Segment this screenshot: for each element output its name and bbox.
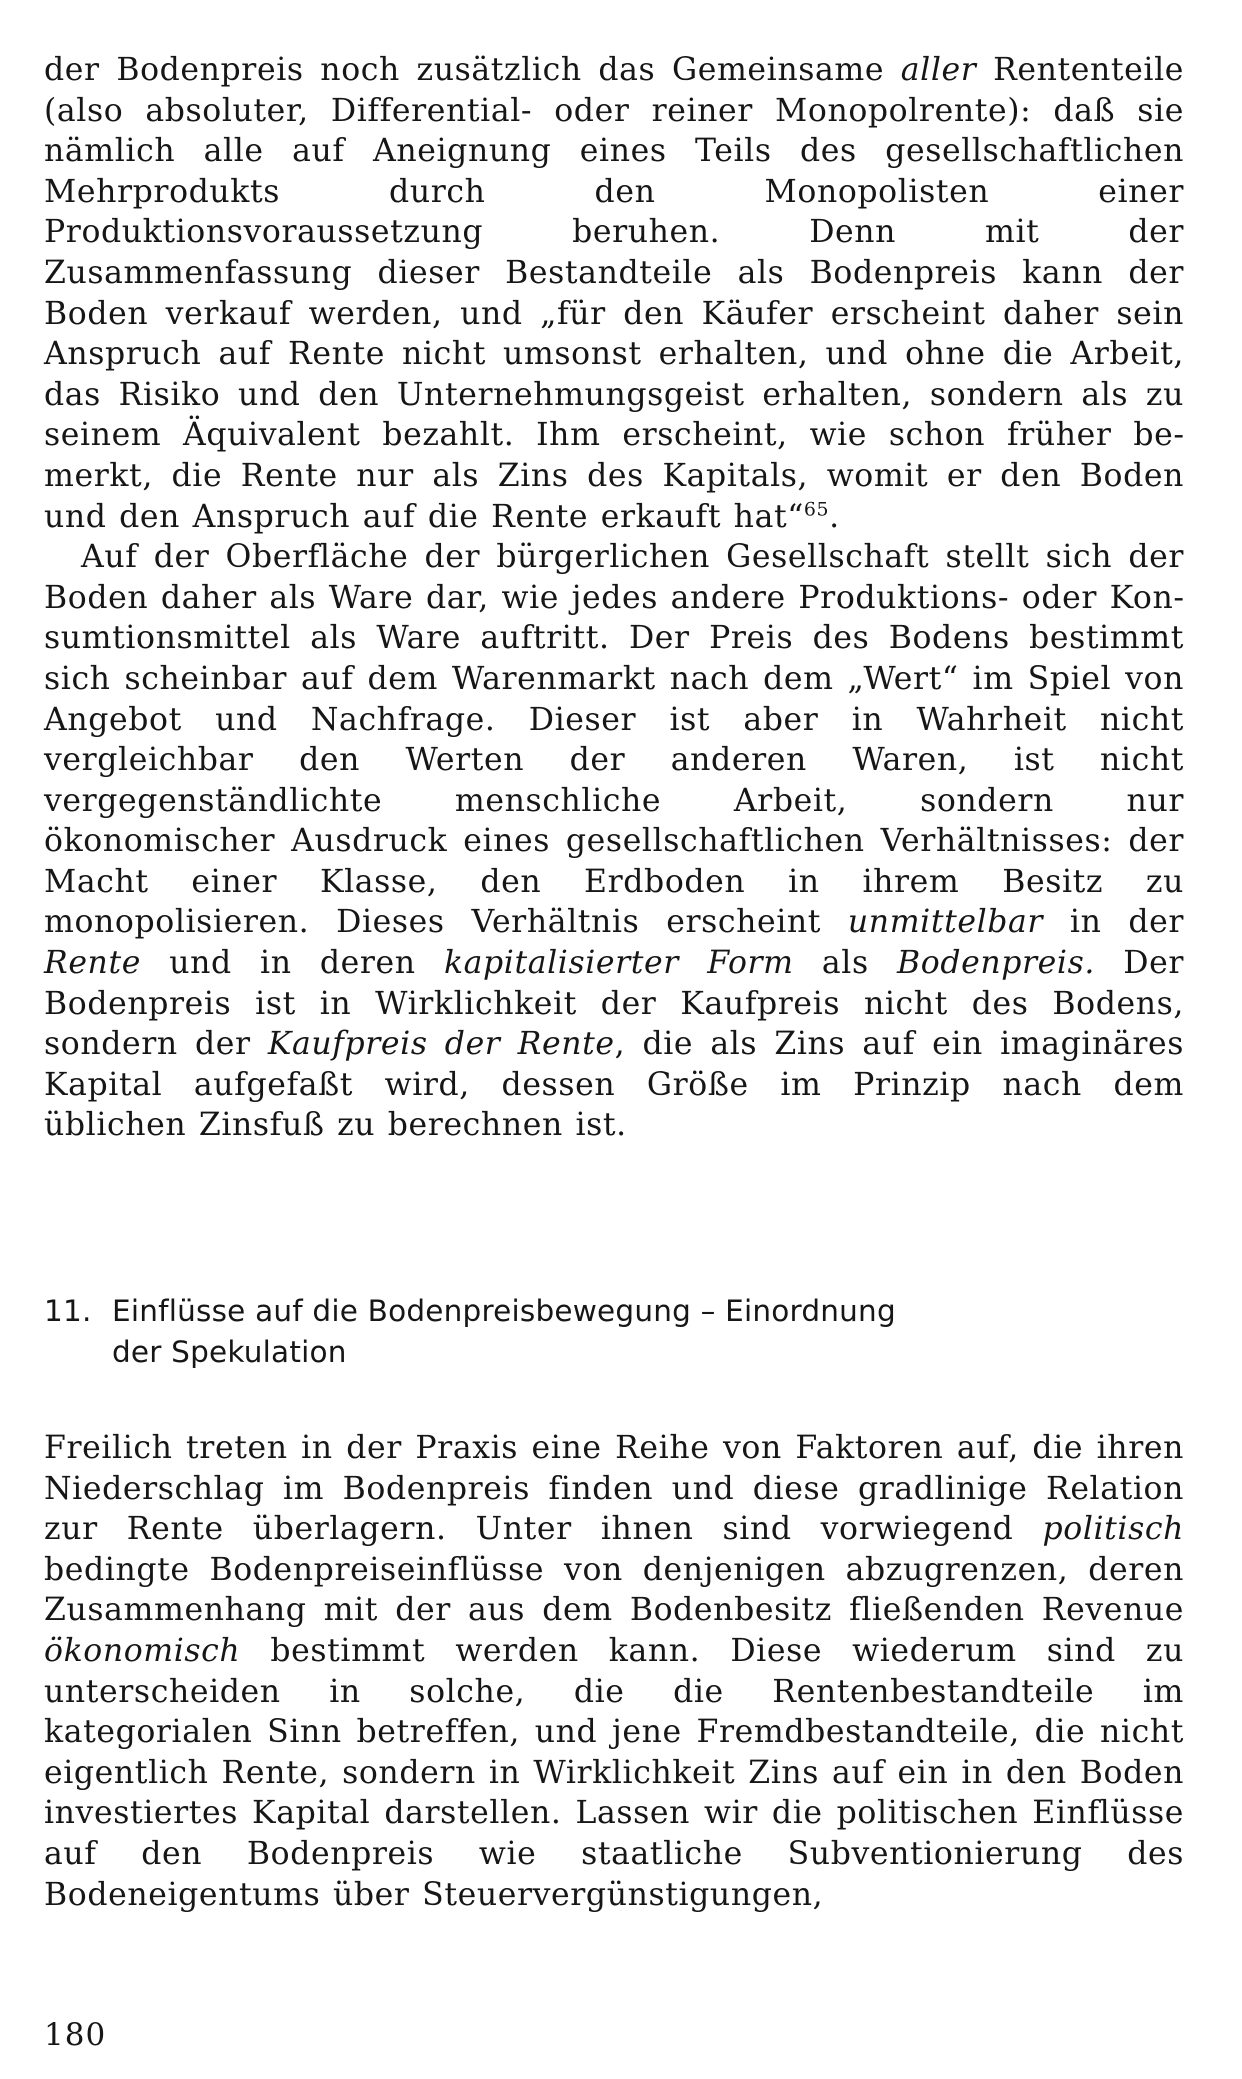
emphasis-text: aller: [900, 52, 977, 88]
text-run: Auf der Oberfläche der bürgerlichen Gesellschaft stellt sich der Boden daher als Ware dar, wie jedes andere Produktions- oder Konsumtionsmittel als Ware auftritt. Der Preis des Bodens bestimmt sich scheinbar auf dem Warenmarkt nach dem „Wert“ im Spiel von Angebot und Nachfrage. Dieser ist aber in Wahrheit nicht vergleichbar den Werten der anderen Waren, ist nicht vergegenständlichte menschliche Arbeit, sondern nur ökonomischer Ausdruck eines gesellschaftlichen Verhältnisses: der Macht einer Klasse, den Erdboden in ihrem Besitz zu monopolisieren. Dieses Verhältnis erscheint: [44, 539, 1184, 941]
text-run: als: [793, 945, 898, 982]
paragraph-1: [44, 50, 1184, 537]
emphasis-text: Bodenpreis.: [897, 945, 1095, 982]
emphasis-text: politisch: [1042, 1511, 1184, 1548]
text-run: in der: [1043, 904, 1184, 941]
text-run: bestimmt werden kann. Diese wiederum sind zu unterscheiden in solche, die die Rentenbestandteile im kategorialen Sinn betreffen, und jene Fremdbestandteile, die nicht eigentlich Rente, sondern in Wirklichkeit Zins auf ein in den Boden investiertes Kapital darstellen. Lassen wir die politischen Einflüsse auf den Bodenpreis wie staatliche Subventionierung des Bodeneigentums über Steuervergünstigungen,: [44, 1632, 1184, 1913]
paragraph-2: [44, 537, 1184, 1146]
body-text-top: [44, 50, 1184, 1146]
body-text-bottom: [44, 1428, 1184, 1915]
paragraph-3: [44, 1428, 1184, 1915]
text-run: Freilich treten in der Praxis eine Reihe von Faktoren auf, die ihren Niederschlag im Bodenpreis finden und diese gradlinige Relation zur Rente überlagern. Unter ihnen sind vorwiegend: [44, 1430, 1184, 1548]
page-number: 180: [44, 2017, 107, 2053]
footnote-ref: 65: [803, 498, 830, 521]
section-title-line-1: Einflüsse auf die Bodenpreisbewegung – Einordnung: [112, 1294, 896, 1328]
text-run: Der Bodenpreis ist in Wirklichkeit der Kaufpreis nicht des Bodens, sondern der: [44, 945, 1184, 1063]
emphasis-text: kapitalisierter Form: [443, 945, 794, 982]
section-title-line-2: der Spekulation: [112, 1335, 347, 1369]
text-run: der Bodenpreis noch zusätzlich das Gemeinsame: [44, 52, 901, 88]
emphasis-text: Kaufpreis der Rente: [267, 1026, 615, 1063]
text-run: .: [829, 498, 840, 535]
text-run: bedingte Bodenpreiseinflüsse von denjenigen abzugrenzen, deren Zusammenhang mit der aus dem Bodenbesitz fließenden Revenue: [44, 1551, 1184, 1629]
section-heading: [44, 1291, 1144, 1373]
text-run: Rententeile (also absoluter, Differential- oder reiner Monopolrente): daß sie nämlich alle auf Aneignung eines Teils des gesellschaftlichen Mehrprodukts durch den Monopolisten einer Produktionsvoraussetzung beruhen. Denn mit der Zusammenfassung dieser Bestandteile als Bodenpreis kann der Boden verkauf werden, und „für den Käufer erscheint daher sein Anspruch auf Rente nicht umsonst erhalten, und ohne die Arbeit, das Risiko und den Unternehmungsgeist erhalten, sondern als zu seinem Äquivalent bezahlt. Ihm erscheint, wie schon früher bemerkt, die Rente nur als Zins des Kapitals, womit er den Boden und den Anspruch auf die Rente erkauft hat“: [44, 52, 1184, 535]
section-number: 11.: [44, 1294, 92, 1328]
emphasis-text: Rente: [44, 945, 141, 982]
emphasis-text: unmittelbar: [847, 904, 1044, 941]
emphasis-text: ökonomisch: [44, 1632, 241, 1669]
text-run: und in deren: [140, 945, 444, 982]
text-run: , die als Zins auf ein imaginäres Kapital aufgefaßt wird, dessen Größe im Prinzip nach dem üblichen Zinsfuß zu berechnen ist.: [44, 1026, 1184, 1144]
